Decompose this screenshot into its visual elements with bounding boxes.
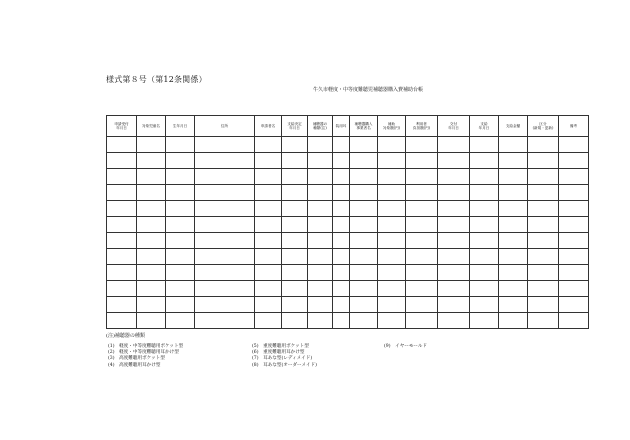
table-cell (350, 137, 378, 153)
table-cell (470, 185, 499, 201)
table-cell (350, 201, 378, 217)
table-cell (282, 297, 308, 313)
notes-heading: (注)補聴器の種類 (106, 333, 145, 339)
table-cell (137, 265, 166, 281)
table-cell (195, 281, 255, 297)
table-cell (195, 201, 255, 217)
table-cell (438, 201, 470, 217)
header-cell-birth-date: 生年月日 (166, 116, 195, 137)
table-cell (107, 185, 137, 201)
table-cell (137, 137, 166, 153)
table-cell (195, 249, 255, 265)
table-cell (166, 249, 195, 265)
table-cell (438, 169, 470, 185)
table-cell (350, 233, 378, 249)
table-cell (107, 201, 137, 217)
table-cell (378, 137, 406, 153)
table-cell (378, 153, 406, 169)
table-cell (438, 249, 470, 265)
table-cell (528, 217, 559, 233)
table-cell (166, 137, 195, 153)
table-row (107, 137, 589, 153)
table-cell (438, 217, 470, 233)
table-cell (107, 153, 137, 169)
table-cell (255, 297, 282, 313)
header-cell-child-name: 対象児童名 (137, 116, 166, 137)
notes-column-3 (384, 344, 427, 350)
table-cell (528, 249, 559, 265)
table-cell (406, 153, 438, 169)
table-cell (378, 313, 406, 329)
table-cell (195, 137, 255, 153)
table-cell (166, 153, 195, 169)
document-title: 牛久市軽度・中等度難聴児補聴器購入費補助台帳 (312, 87, 423, 93)
table-cell (470, 217, 499, 233)
table-cell (470, 169, 499, 185)
table-row (107, 217, 589, 233)
table-cell (166, 265, 195, 281)
table-cell (499, 185, 528, 201)
table-cell (559, 281, 589, 297)
table-cell (406, 201, 438, 217)
header-cell-ear: 装用耳 (333, 116, 350, 137)
table-cell (378, 297, 406, 313)
table-cell (559, 313, 589, 329)
table-cell (282, 233, 308, 249)
header-cell-decision-date: 支給決定 年月日 (282, 116, 308, 137)
note-item: (1) 軽度・中等度難聴用ポケット型 (108, 344, 184, 349)
header-cell-issue-date: 交付 年月日 (438, 116, 470, 137)
table-cell (528, 297, 559, 313)
header-cell-user-share: 利用者 負担額(円) (406, 116, 438, 137)
note-item: (3) 高度難聴用ポケット型 (108, 356, 165, 362)
table-cell (499, 313, 528, 329)
table-cell (406, 233, 438, 249)
table-cell (470, 137, 499, 153)
table-cell (406, 185, 438, 201)
header-cell-vendor: 補聴器購入 事業者名 (350, 116, 378, 137)
table-cell (559, 185, 589, 201)
table-cell (137, 185, 166, 201)
table-cell (195, 169, 255, 185)
table-cell (282, 169, 308, 185)
table-cell (350, 313, 378, 329)
table-cell (255, 169, 282, 185)
form-label: 様式第８号（第12条関係） (106, 75, 207, 84)
table-cell (308, 281, 333, 297)
table-cell (406, 297, 438, 313)
table-cell (470, 265, 499, 281)
table-cell (107, 217, 137, 233)
note-item: (6) 重度難聴用耳かけ型 (252, 350, 305, 356)
table-cell (255, 281, 282, 297)
table-cell (107, 265, 137, 281)
table-cell (499, 217, 528, 233)
notes-column-1 (108, 344, 183, 369)
table-cell (528, 201, 559, 217)
table-cell (499, 201, 528, 217)
table-cell (333, 233, 350, 249)
table-row (107, 249, 589, 265)
table-cell (195, 153, 255, 169)
table-cell (378, 217, 406, 233)
table-cell (195, 233, 255, 249)
table-cell (438, 265, 470, 281)
table-cell (137, 249, 166, 265)
table-cell (528, 265, 559, 281)
table-cell (559, 217, 589, 233)
table-cell (559, 137, 589, 153)
table-cell (137, 201, 166, 217)
header-cell-applicant-name: 申請者名 (255, 116, 282, 137)
table-row (107, 153, 589, 169)
table-cell (499, 233, 528, 249)
table-cell (438, 185, 470, 201)
note-item: (2) 軽度・中等度難聴用耳かけ型 (108, 350, 179, 356)
table-cell (282, 313, 308, 329)
table-row (107, 169, 589, 185)
table-cell (499, 265, 528, 281)
table-cell (308, 217, 333, 233)
table-cell (470, 153, 499, 169)
table-cell (166, 217, 195, 233)
table-cell (333, 297, 350, 313)
header-cell-payment-amount: 支給金額 (499, 116, 528, 137)
table-cell (378, 233, 406, 249)
table-cell (282, 217, 308, 233)
table-row (107, 281, 589, 297)
table-cell (350, 217, 378, 233)
table-cell (378, 265, 406, 281)
table-cell (528, 153, 559, 169)
table-cell (350, 297, 378, 313)
table-cell (308, 297, 333, 313)
table-cell (195, 185, 255, 201)
table-cell (308, 201, 333, 217)
table-cell (255, 201, 282, 217)
table-cell (255, 249, 282, 265)
table-cell (308, 185, 333, 201)
table-cell (406, 313, 438, 329)
table-cell (438, 281, 470, 297)
table-cell (350, 153, 378, 169)
note-item: (9) イヤーモールド (384, 344, 427, 349)
table-cell (166, 169, 195, 185)
table-cell (282, 265, 308, 281)
table-cell (282, 281, 308, 297)
table-cell (255, 137, 282, 153)
table-cell (470, 281, 499, 297)
table-cell (308, 313, 333, 329)
table-cell (137, 297, 166, 313)
notes-column-2 (252, 344, 317, 369)
table-cell (282, 185, 308, 201)
table-row (107, 313, 589, 329)
table-cell (499, 169, 528, 185)
table-cell (107, 137, 137, 153)
note-item: (4) 高度難聴用耳かけ型 (108, 362, 161, 368)
table-cell (378, 185, 406, 201)
header-cell-remarks: 備考 (559, 116, 589, 137)
table-cell (378, 249, 406, 265)
table-row (107, 265, 589, 281)
table-cell (308, 169, 333, 185)
table-cell (406, 281, 438, 297)
table-cell (308, 153, 333, 169)
table-cell (333, 217, 350, 233)
table-cell (107, 169, 137, 185)
table-cell (333, 313, 350, 329)
subsidy-ledger-table (106, 115, 589, 329)
table-cell (378, 201, 406, 217)
table-cell (166, 185, 195, 201)
table-cell (195, 313, 255, 329)
table-cell (559, 169, 589, 185)
table-cell (255, 265, 282, 281)
table-cell (559, 153, 589, 169)
table-cell (528, 185, 559, 201)
table-cell (255, 233, 282, 249)
header-cell-payment-date: 支給 年月日 (470, 116, 499, 137)
table-cell (308, 265, 333, 281)
table-cell (378, 281, 406, 297)
table-cell (499, 137, 528, 153)
table-cell (406, 265, 438, 281)
table-cell (333, 185, 350, 201)
table-cell (282, 137, 308, 153)
table-cell (137, 153, 166, 169)
table-cell (559, 265, 589, 281)
table-cell (528, 169, 559, 185)
table-cell (333, 137, 350, 153)
header-cell-address: 住所 (195, 116, 255, 137)
table-cell (333, 265, 350, 281)
table-cell (406, 169, 438, 185)
table-cell (333, 201, 350, 217)
table-cell (137, 313, 166, 329)
table-cell (308, 233, 333, 249)
table-cell (137, 281, 166, 297)
table-cell (438, 137, 470, 153)
table-cell (333, 153, 350, 169)
table-row (107, 201, 589, 217)
table-cell (282, 249, 308, 265)
table-row (107, 297, 589, 313)
table-cell (499, 249, 528, 265)
table-cell (166, 297, 195, 313)
table-cell (195, 297, 255, 313)
table-cell (470, 233, 499, 249)
table-cell (308, 137, 333, 153)
table-cell (528, 313, 559, 329)
note-item: (7) 耳あな型(レディメイド) (252, 356, 313, 362)
header-cell-category: 区分 (新規・更新) (528, 116, 559, 137)
table-row (107, 185, 589, 201)
table-cell (107, 281, 137, 297)
header-cell-application-date: 申請受付 年月日 (107, 116, 137, 137)
table-cell (137, 233, 166, 249)
table-cell (559, 297, 589, 313)
header-cell-eligible-amount: 補助 対象額(円) (378, 116, 406, 137)
table-cell (406, 217, 438, 233)
table-cell (559, 201, 589, 217)
note-item: (5) 重度難聴用ポケット型 (252, 344, 309, 349)
table-cell (137, 169, 166, 185)
table-cell (406, 137, 438, 153)
table-cell (166, 313, 195, 329)
table-cell (137, 217, 166, 233)
table-cell (378, 169, 406, 185)
table-cell (438, 233, 470, 249)
table-cell (499, 281, 528, 297)
table-cell (499, 297, 528, 313)
table-cell (438, 153, 470, 169)
table-cell (559, 249, 589, 265)
table-cell (195, 217, 255, 233)
ledger-body (107, 137, 589, 329)
table-cell (350, 281, 378, 297)
table-cell (559, 233, 589, 249)
note-item: (8) 耳あな型(オーダーメイド) (252, 362, 317, 368)
table-cell (255, 185, 282, 201)
table-cell (350, 265, 378, 281)
table-cell (107, 313, 137, 329)
table-cell (528, 137, 559, 153)
table-cell (470, 297, 499, 313)
table-cell (406, 249, 438, 265)
table-cell (166, 281, 195, 297)
table-cell (255, 217, 282, 233)
table-cell (166, 201, 195, 217)
table-cell (528, 281, 559, 297)
table-cell (350, 185, 378, 201)
table-cell (255, 153, 282, 169)
table-cell (166, 233, 195, 249)
table-cell (470, 249, 499, 265)
table-cell (308, 249, 333, 265)
table-cell (333, 169, 350, 185)
table-cell (528, 233, 559, 249)
table-cell (350, 169, 378, 185)
table-cell (195, 265, 255, 281)
table-cell (333, 281, 350, 297)
table-cell (499, 153, 528, 169)
table-cell (107, 233, 137, 249)
table-cell (350, 249, 378, 265)
header-cell-device-type: 補聴器の 種類(注) (308, 116, 333, 137)
table-cell (282, 153, 308, 169)
table-cell (470, 313, 499, 329)
table-cell (255, 313, 282, 329)
table-row (107, 233, 589, 249)
table-cell (470, 201, 499, 217)
table-cell (438, 297, 470, 313)
header-row (107, 116, 589, 137)
table-cell (107, 249, 137, 265)
table-cell (438, 313, 470, 329)
table-cell (282, 201, 308, 217)
table-cell (107, 297, 137, 313)
table-cell (333, 249, 350, 265)
